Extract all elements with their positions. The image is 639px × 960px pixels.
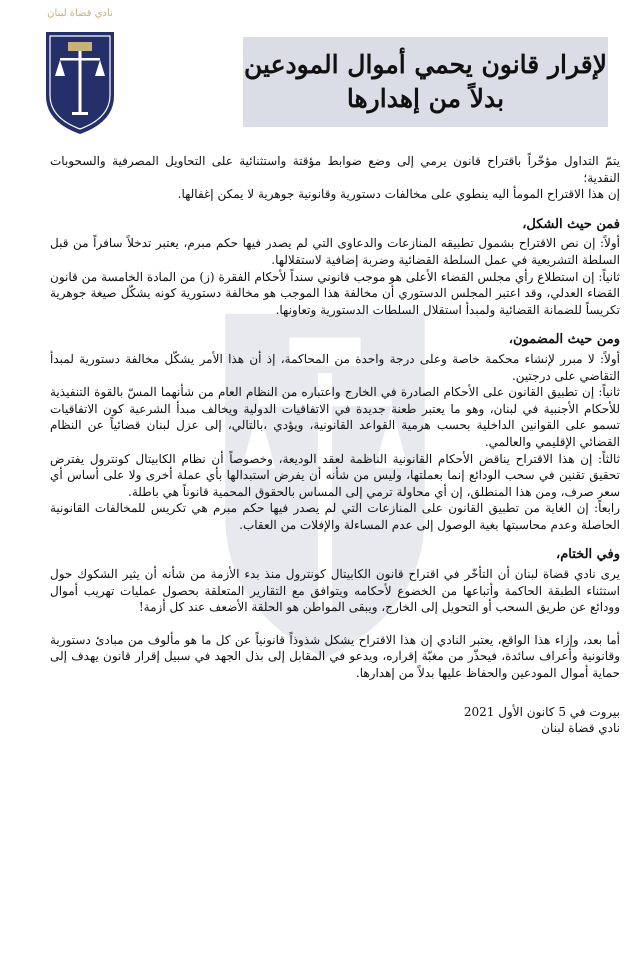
conclusion-heading: وفي الختام، [556,547,620,563]
substance-paragraph-3: ثالثاً: إن هذا الاقتراح يناقض الأحكام القانونية الناظمة لعقد الوديعة، وخصوصاً أن نظام الكابيتال كونترول يفترض تحقيق تقنين في سحب الودائع إنما بعملتها، وليس من شأنه أن يفرض استبدالها بأي عملة أخرى ولا على أساس أي سعر صرف، ومن هذا المنطلق، إن أي محاولة ترمي إلى المساس بالحقوق المحمية قانوناً هي باطلة. [50,451,620,499]
document-title-line-1: لإقرار قانون يحمي أموال المودعين [244,50,607,79]
judges-club-logo [40,8,120,136]
intro-paragraph-2: إن هذا الاقتراح المومأ اليه ينطوي على مخالفات دستورية وقانونية جوهرية لا يمكن إغفالها. [177,187,620,202]
form-paragraph-1: أولاً: إن نص الاقتراح بشمول تطبيقه المنازعات والدعاوى التي لم يصدر فيها حكم مبرم، يعتبر تدخلاً سافراً من قبل السلطة التشريعية في عمل السلطة القضائية وضربة إضافية لاستقلالها. [50,236,620,267]
substance-paragraph-2: ثانياً: إن تطبيق القانون على الأحكام الصادرة في الخارج واعتباره من النظام العام من شأنهما المسّ بالقوة التنفيذية للأحكام الأجنبية في لبنان، وهو ما يعتبر طعنة جديدة في الاتفاقيات الدولية ويخالف مبدأ الشرعية كون الاتفاقيات تسمو على القوانين الداخلية بحسب هرمية القواعد القانونية، ويؤدي ،بالتالي، إلى عزل لبنان قضائياً عن النظام القضائي الإقليمي والعالمي. [50,385,620,449]
title-box [243,37,608,127]
document-body [50,153,620,737]
signature-date: بيروت في 5 كانون الأول 2021 [463,704,620,719]
substance-heading: ومن حيث المضمون، [508,332,620,348]
header [0,0,639,150]
form-paragraph-2: ثانياً: إن استطلاع رأي مجلس القضاء الأعلى هو موجب قانوني سنداً لأحكام الفقرة (ز) من المادة الخامسة من قانون القضاء العدلي، وقد اعتبر المجلس الدستوري أن مخالفة هذا الموجب هو مخالفة دستورية كونه يشكّل صيغة جوهرية تكريساً للضمانة القضائية ولمبدأ استقلال السلطات الدستورية وتعاونها. [50,269,620,317]
conclusion-paragraph-1: يرى نادي قضاة لبنان أن التأخّر في اقتراح قانون الكابيتال كونترول منذ بدء الأزمة من شأنه أن يثير الشكوك حول استثناء الطبقة الحاكمة وأتباعها من الخضوع لأحكامه ويتوافق مع التقارير المتعلقة بحصول عمليات تهريب أموال وودائع عن طريق السحب أو التحويل إلى الخارج، ويبقى المواطن هو الحلقة الأضعف عند كل أزمة! [50,567,621,615]
document-title-line-2: بدلاً من إهدارها [346,84,505,113]
signature-name: نادي قضاة لبنان [541,721,620,736]
substance-paragraph-4: رابعاً: إن الغاية من تطبيق القانون على المنازعات التي لم يصدر فيها حكم مبرم هي تكريس للمخالفات القانونية الحاصلة وعدم محاسبتها بغية الوصول إلى عدم المساءلة والإفلات من العقاب. [50,501,620,532]
form-heading: فمن حيث الشكل، [522,216,620,232]
intro-paragraph-1: يتمّ التداول مؤخّراً باقتراح قانون يرمي إلى وضع ضوابط مؤقتة واستثنائية على التحاويل المصرفية والسحوبات النقدية؛ [50,154,620,185]
conclusion-paragraph-2: أما بعد، وإزاء هذا الواقع، يعتبر النادي إن هذا الاقتراح يشكل شذوذاً قانونياً عن كل ما هو مألوف من مبادئ دستورية وقانونية وأعراف سائدة، فيحذّر من مغبّة إقراره، ويدعو في المقابل إلى بذل الجهد في سبيل إقرار قانون يهدف إلى حماية أموال المودعين والحفاظ عليها بدلاً من إهدارها. [50,632,620,681]
logo-caption: نادي قضاة لبنان [47,8,113,19]
substance-paragraph-1: أولاً: لا مبرر لإنشاء محكمة خاصة وعلى درجة واحدة من المحاكمة، إذ أن هذا الأمر يشكّل مخالفة دستورية لمبدأ التقاضي على درجتين. [50,351,620,383]
